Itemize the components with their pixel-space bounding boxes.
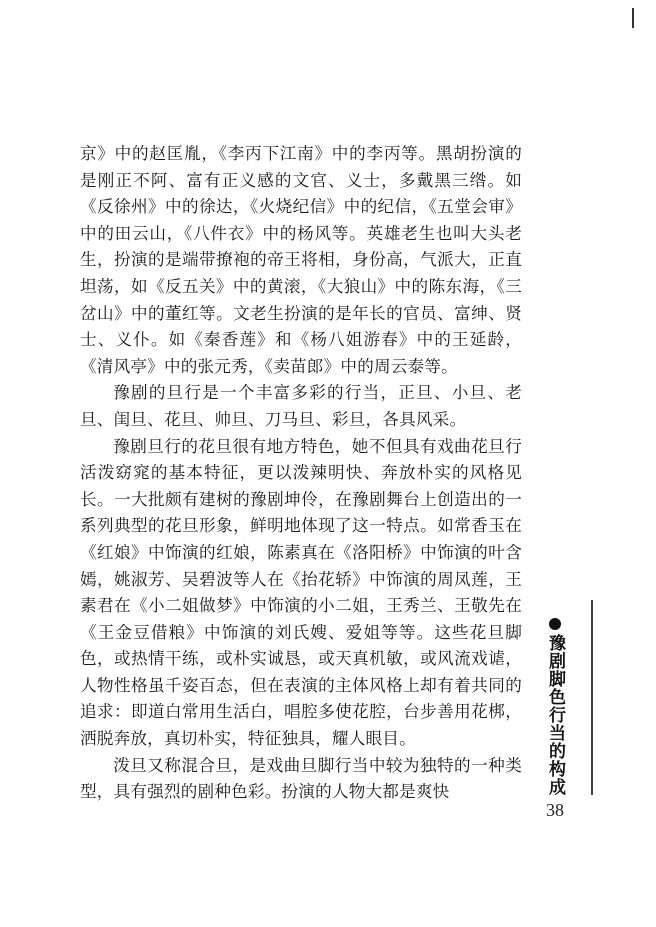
body-text <box>80 141 522 806</box>
bullet-dot-icon <box>549 618 561 630</box>
margin-rule <box>591 600 593 795</box>
corner-mark <box>632 8 634 28</box>
chapter-title: 豫剧脚色行当的构成 <box>545 634 565 796</box>
paragraph-4: 泼旦又称混合旦，是戏曲旦脚行当中较为独特的一种类型，具有强烈的剧种色彩。扮演的人物大都是爽快 <box>80 755 522 802</box>
running-header <box>540 618 570 796</box>
paragraph-3: 豫剧旦行的花旦很有地方特色，她不但具有戏曲花旦行活泼窈窕的基本特征，更以泼辣明快、奔放朴实的风格见长。一大批颇有建树的豫剧坤伶，在豫剧舞台上创造出的一系列典型的花旦形象，鲜明地体现了这一特点。如常香玉在《红娘》中饰演的红娘，陈素真在《洛阳桥》中饰演的叶含嫣，姚淑芳、吴碧波等人在《抬花轿》中饰演的周凤莲，王素君在《小二姐做梦》中饰演的小二姐，王秀兰、王敬先在《王金豆借粮》中饰演的刘氏嫂、爱姐等等。这些花旦脚色，或热情干练，或朴实诚恳，或天真机敏，或风流戏谑，人物性格虽千姿百态，但在表演的主体风格上却有着共同的追求：即道白常用生活白，唱腔多使花腔，台步善用花梆，洒脱奔放，真切朴实，特征独具，耀人眼目。 <box>80 436 522 749</box>
page-number: 38 <box>546 800 564 820</box>
paragraph-2: 豫剧的旦行是一个丰富多彩的行当，正旦、小旦、老旦、闺旦、花旦、帅旦、刀马旦、彩旦，各具风采。 <box>80 383 522 429</box>
paragraph-1: 京》中的赵匡胤，《李丙下江南》中的李丙等。黑胡扮演的是刚正不阿、富有正义感的文官、义士，多戴黑三绺。如《反徐州》中的徐达，《火烧纪信》中的纪信，《五堂会审》中的田云山，《八件衣》中的杨风等。英雄老生也叫大头老生，扮演的是端带撩袍的帝王将相，身份高，气派大，正直坦荡，如《反五关》中的黄滚，《大狼山》中的陈东海，《三岔山》中的董红等。文老生扮演的是年长的官员、富绅、贤士、义仆。如《秦香莲》和《杨八姐游春》中的王延龄，《清风亭》中的张元秀，《卖苗郎》中的周云泰等。 <box>80 144 522 376</box>
